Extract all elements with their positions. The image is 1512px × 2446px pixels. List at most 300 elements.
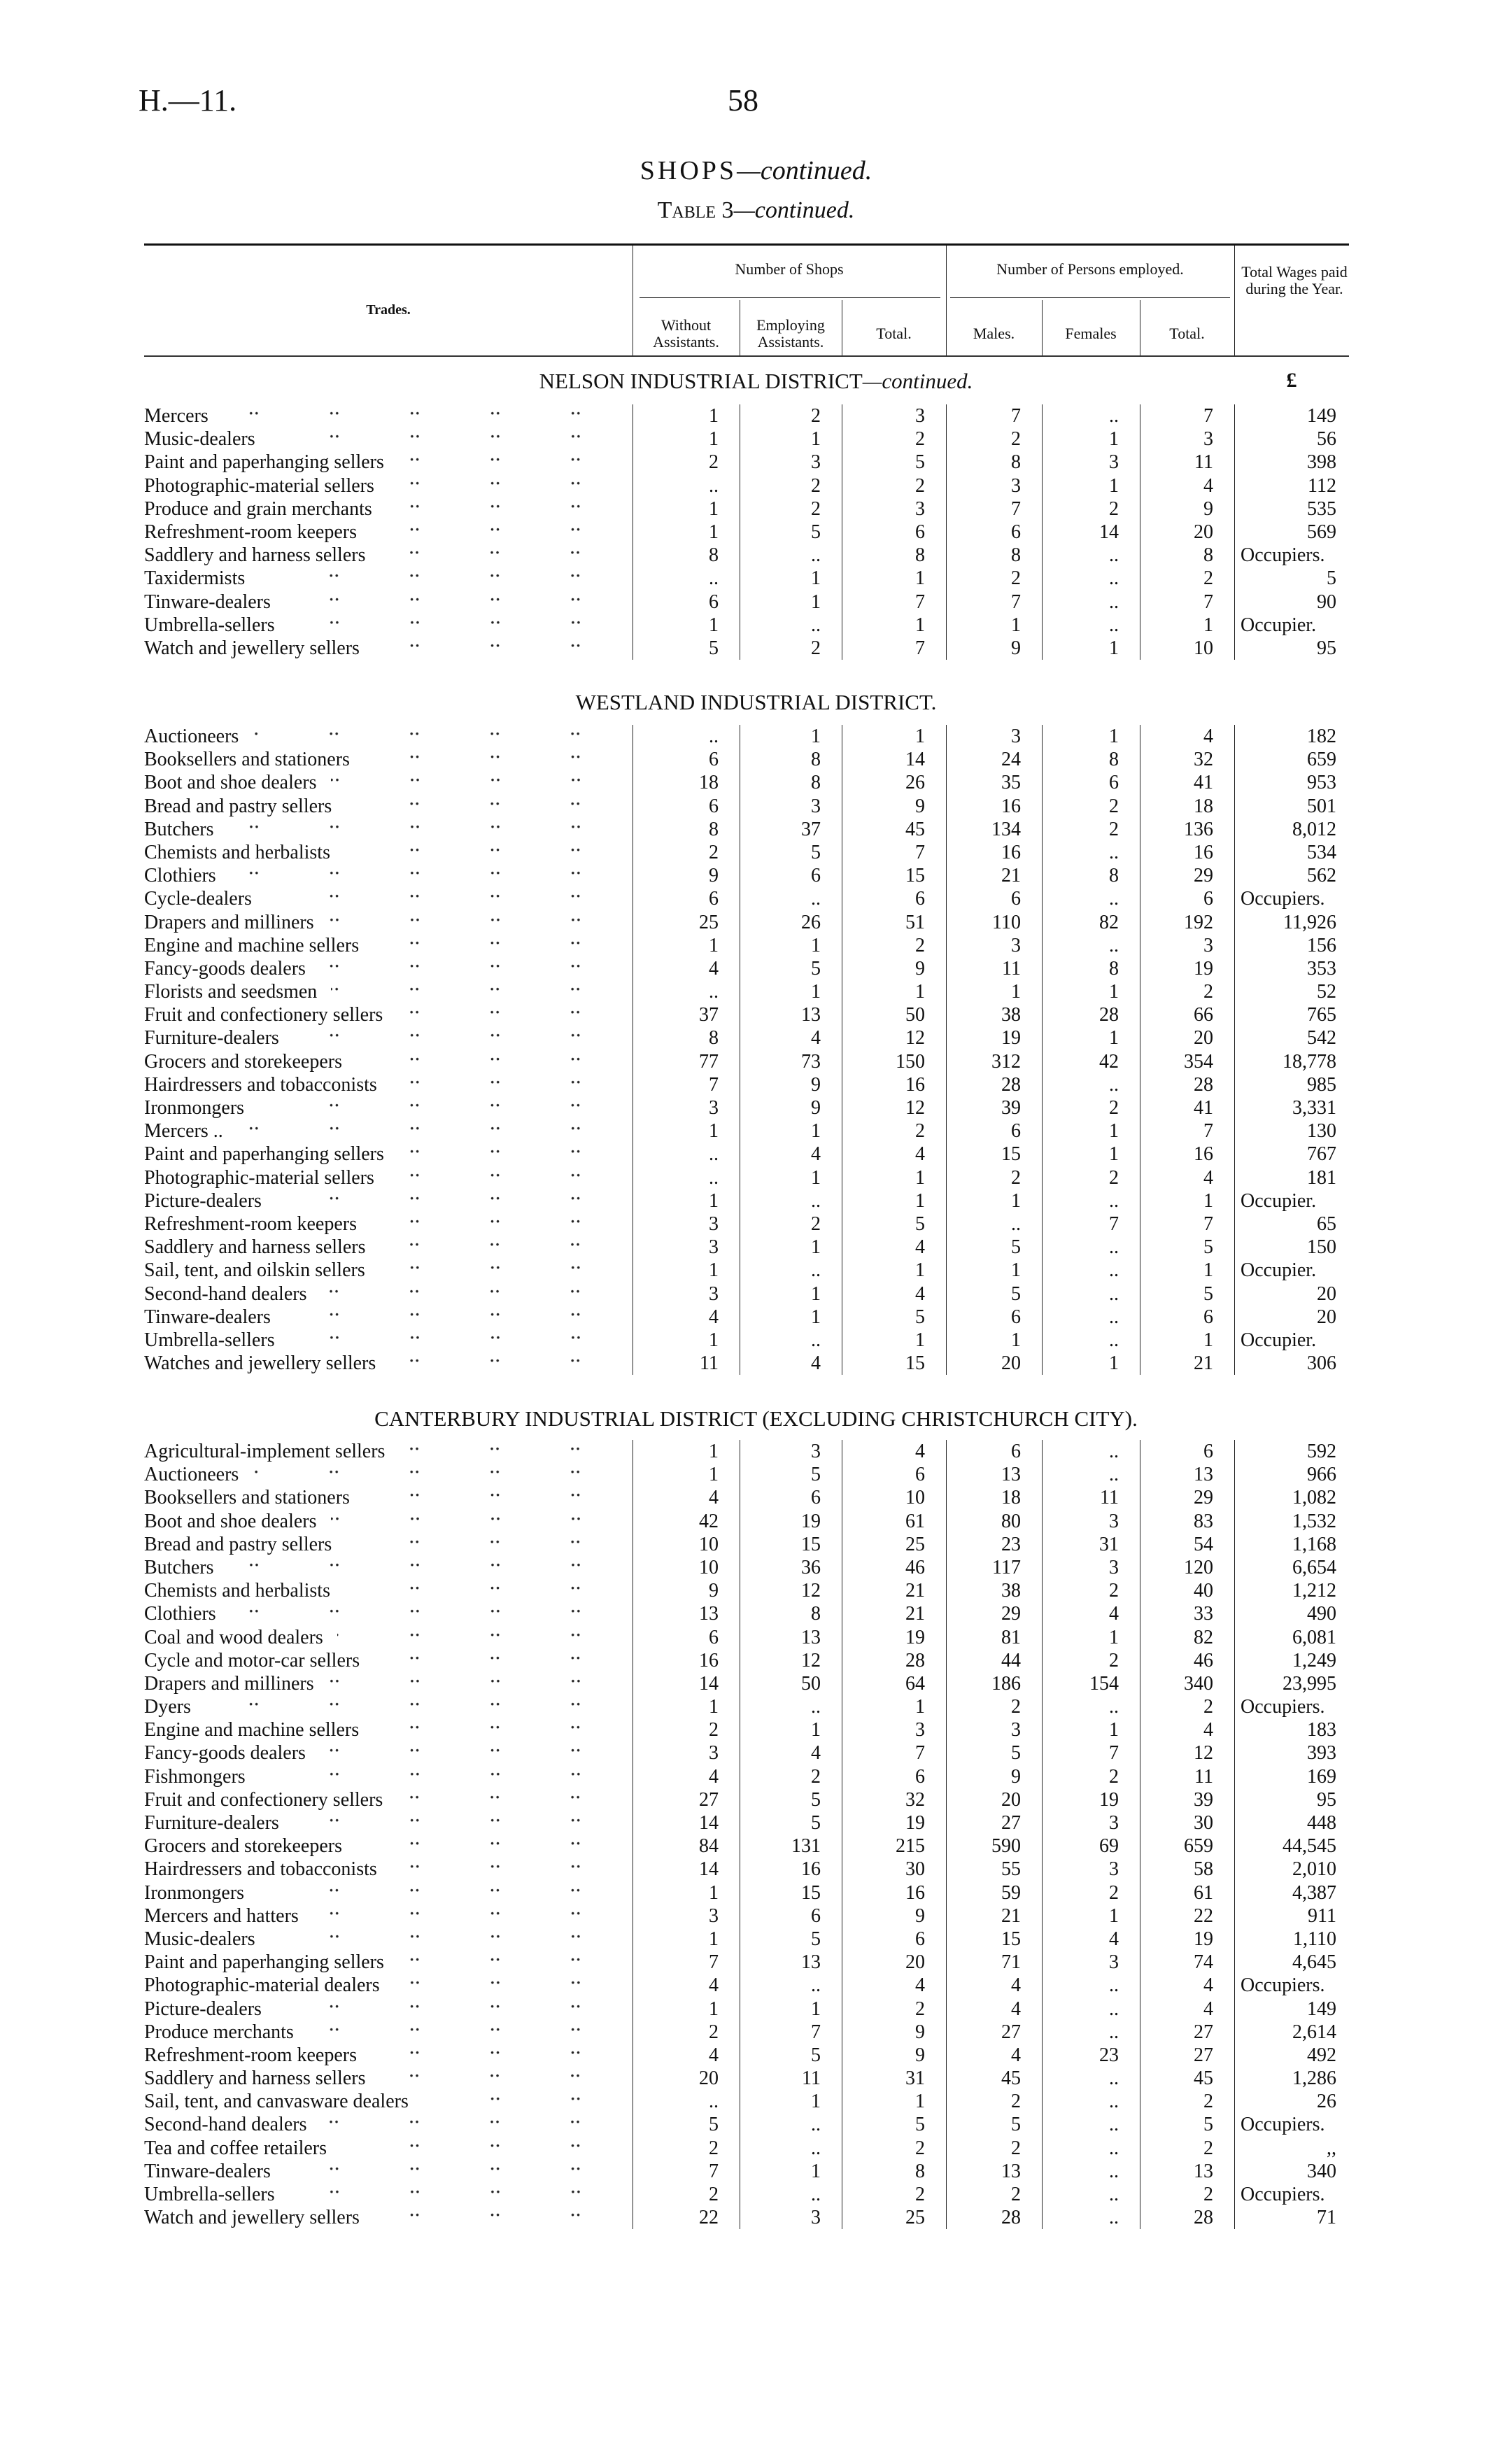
without-assistants-cell: 14 [633, 1858, 740, 1881]
table-row [144, 544, 1349, 567]
trade-cell [144, 1695, 633, 1718]
shops-total-cell: 51 [842, 911, 946, 934]
trade-name: Grocers and storekeepers [144, 1835, 342, 1858]
females-cell: 2 [1042, 1096, 1140, 1119]
persons-total-cell: 41 [1140, 1096, 1234, 1119]
trade-name: Fruit and confectionery sellers [144, 1788, 383, 1811]
shops-total-cell: 1 [842, 1329, 946, 1352]
females-cell: 7 [1042, 1213, 1140, 1236]
trade-name: Engine and machine sellers [144, 1719, 360, 1741]
males-cell: 7 [946, 497, 1042, 521]
total-wages-cell: 183 [1234, 1718, 1349, 1741]
trade-name: Dyers [144, 1696, 191, 1718]
without-assistants-cell: 9 [633, 864, 740, 887]
males-cell: .. [946, 1213, 1042, 1236]
without-assistants-cell: 2 [633, 2021, 740, 2044]
total-wages-cell: 985 [1234, 1073, 1349, 1096]
trade-name: Paint and paperhanging sellers [144, 451, 384, 474]
table-row [144, 521, 1349, 544]
leader-dots [356, 1835, 633, 1858]
shops-total-cell: 16 [842, 1881, 946, 1904]
leader-dots [374, 637, 633, 660]
trade-cell [144, 637, 633, 660]
leader-dots [379, 544, 633, 567]
section-title-text: WESTLAND INDUSTRIAL DISTRICT. [575, 690, 937, 714]
trade-name: Refreshment-room keepers [144, 1213, 357, 1235]
without-assistants-cell: 3 [633, 1236, 740, 1259]
trade-cell [144, 2021, 633, 2044]
total-wages-cell: 2,614 [1234, 2021, 1349, 2044]
females-cell: .. [1042, 887, 1140, 910]
males-cell: 2 [946, 2090, 1042, 2113]
table-row [144, 1881, 1349, 1904]
males-cell: 9 [946, 637, 1042, 660]
without-assistants-cell: 9 [633, 1579, 740, 1602]
total-wages-cell: 11,926 [1234, 911, 1349, 934]
shops-total-cell: 6 [842, 887, 946, 910]
leader-dots [423, 2090, 633, 2113]
males-cell: 44 [946, 1649, 1042, 1672]
males-cell: 6 [946, 887, 1042, 910]
males-cell: 6 [946, 1306, 1042, 1329]
employing-assistants-cell: 1 [740, 1166, 842, 1189]
employing-assistants-cell: 5 [740, 2044, 842, 2067]
trade-cell [144, 1440, 633, 1463]
employing-assistants-cell: 1 [740, 1236, 842, 1259]
section-rows [144, 725, 1349, 1375]
shops-total-cell: 7 [842, 841, 946, 864]
employing-assistants-cell: 1 [740, 725, 842, 748]
shops-total-cell: 1 [842, 567, 946, 590]
document-reference: H.—11. [139, 83, 237, 118]
persons-total-cell: 58 [1140, 1858, 1234, 1881]
leader-dots [253, 1463, 633, 1486]
trade-name: Produce merchants [144, 2021, 294, 2043]
total-wages-cell: Occupiers. [1234, 544, 1349, 567]
without-assistants-cell: 2 [633, 841, 740, 864]
without-assistants-cell: 1 [633, 404, 740, 427]
without-assistants-cell: 84 [633, 1835, 740, 1858]
employing-assistants-cell: .. [740, 2137, 842, 2160]
shops-total-cell: 10 [842, 1486, 946, 1509]
persons-total-cell: 2 [1140, 2090, 1234, 2113]
females-cell: .. [1042, 404, 1140, 427]
employing-assistants-cell: 50 [740, 1672, 842, 1695]
trade-cell [144, 2113, 633, 2136]
leader-dots [331, 771, 633, 794]
page-number: 58 [728, 83, 758, 118]
trade-cell [144, 2067, 633, 2090]
without-assistants-cell: 1 [633, 1463, 740, 1486]
total-wages-cell: 4,387 [1234, 1881, 1349, 1904]
trade-name: Mercers [144, 405, 209, 427]
table-row [144, 451, 1349, 474]
females-cell: .. [1042, 567, 1140, 590]
trade-name: Umbrella-sellers [144, 614, 275, 636]
persons-total-cell: 27 [1140, 2021, 1234, 2044]
males-cell: 3 [946, 474, 1042, 497]
header-females: Females [1065, 325, 1117, 342]
table-row [144, 1788, 1349, 1811]
table-row [144, 1695, 1349, 1718]
females-cell: .. [1042, 1463, 1140, 1486]
females-cell: 11 [1042, 1486, 1140, 1509]
trade-name: Music-dealers [144, 1928, 255, 1950]
trade-cell [144, 1486, 633, 1509]
employing-assistants-cell: 1 [740, 591, 842, 614]
shops-total-cell: 21 [842, 1602, 946, 1625]
table-suffix: —continued. [733, 197, 855, 223]
persons-total-cell: 8 [1140, 544, 1234, 567]
leader-dots [394, 1974, 633, 1997]
trade-name: Fancy-goods dealers [144, 957, 306, 980]
without-assistants-cell: 10 [633, 1533, 740, 1556]
header-divider [950, 297, 1230, 298]
total-wages-cell: 535 [1234, 497, 1349, 521]
total-wages-cell: 393 [1234, 1741, 1349, 1765]
without-assistants-cell: 14 [633, 1672, 740, 1695]
persons-total-cell: 4 [1140, 1974, 1234, 1997]
shops-total-cell: 16 [842, 1073, 946, 1096]
trade-cell [144, 748, 633, 771]
leader-dots [269, 1928, 633, 1951]
trade-name: Chemists and herbalists [144, 1580, 330, 1602]
without-assistants-cell: .. [633, 567, 740, 590]
females-cell: 3 [1042, 1811, 1140, 1835]
trade-name: Cycle-dealers [144, 888, 252, 910]
table-row [144, 1672, 1349, 1695]
females-cell: .. [1042, 1695, 1140, 1718]
males-cell: 16 [946, 841, 1042, 864]
trade-cell [144, 1556, 633, 1579]
without-assistants-cell: 6 [633, 591, 740, 614]
males-cell: 13 [946, 2160, 1042, 2183]
table-row [144, 637, 1349, 660]
without-assistants-cell: .. [633, 980, 740, 1003]
shops-total-cell: 5 [842, 451, 946, 474]
employing-assistants-cell: 1 [740, 1998, 842, 2021]
header-total-wages: Total Wages paid during the Year. [1241, 263, 1348, 297]
total-wages-cell: 490 [1234, 1602, 1349, 1625]
table-row [144, 1329, 1349, 1352]
trade-name: Hairdressers and tobacconists [144, 1858, 377, 1881]
trade-name: Saddlery and harness sellers [144, 544, 366, 567]
trade-name: Picture-dealers [144, 1998, 262, 2020]
leader-dots [276, 1998, 633, 2021]
persons-total-cell: 6 [1140, 1440, 1234, 1463]
without-assistants-cell: 2 [633, 1718, 740, 1741]
table-row [144, 1718, 1349, 1741]
without-assistants-cell: 6 [633, 1626, 740, 1649]
trade-cell [144, 934, 633, 957]
shops-total-cell: 215 [842, 1835, 946, 1858]
total-wages-cell: ,, [1234, 2137, 1349, 2160]
trade-cell [144, 1788, 633, 1811]
trade-cell [144, 427, 633, 451]
males-cell: 7 [946, 591, 1042, 614]
trade-name: Umbrella-sellers [144, 2184, 275, 2205]
persons-total-cell: 7 [1140, 404, 1234, 427]
without-assistants-cell: 1 [633, 614, 740, 637]
shops-total-cell: 2 [842, 2183, 946, 2206]
without-assistants-cell: 1 [633, 1440, 740, 1463]
trade-cell [144, 1050, 633, 1073]
employing-assistants-cell: 15 [740, 1881, 842, 1904]
without-assistants-cell: 4 [633, 1974, 740, 1997]
females-cell: .. [1042, 1440, 1140, 1463]
trade-cell [144, 1352, 633, 1375]
males-cell: 134 [946, 818, 1042, 841]
total-wages-cell: 6,081 [1234, 1626, 1349, 1649]
trade-name: Watch and jewellery sellers [144, 2207, 360, 2229]
persons-total-cell: 22 [1140, 1904, 1234, 1928]
females-cell: 2 [1042, 795, 1140, 818]
males-cell: 3 [946, 1718, 1042, 1741]
without-assistants-cell: 4 [633, 2044, 740, 2067]
males-cell: 2 [946, 427, 1042, 451]
trade-cell [144, 887, 633, 910]
total-wages-cell: 71 [1234, 2206, 1349, 2229]
shops-total-cell: 12 [842, 1026, 946, 1049]
employing-assistants-cell: 3 [740, 1440, 842, 1463]
trade-name: Grocers and storekeepers [144, 1050, 342, 1073]
males-cell: 29 [946, 1602, 1042, 1625]
shops-total-cell: 46 [842, 1556, 946, 1579]
table-row [144, 427, 1349, 451]
persons-total-cell: 13 [1140, 1463, 1234, 1486]
persons-total-cell: 83 [1140, 1510, 1234, 1533]
shops-total-cell: 1 [842, 1695, 946, 1718]
males-cell: 24 [946, 748, 1042, 771]
total-wages-cell: 765 [1234, 1003, 1349, 1026]
header-without-assistants: Without Assistants. [653, 316, 719, 351]
page-title [0, 155, 1512, 186]
persons-total-cell: 21 [1140, 1352, 1234, 1375]
table-row [144, 1282, 1349, 1306]
leader-dots [379, 2067, 633, 2090]
persons-total-cell: 5 [1140, 1236, 1234, 1259]
total-wages-cell: 953 [1234, 771, 1349, 794]
persons-total-cell: 10 [1140, 637, 1234, 660]
table-row [144, 1463, 1349, 1486]
males-cell: 1 [946, 980, 1042, 1003]
total-wages-cell: Occupier. [1234, 1329, 1349, 1352]
employing-assistants-cell: .. [740, 1695, 842, 1718]
females-cell: .. [1042, 2113, 1140, 2136]
trade-cell [144, 1166, 633, 1189]
trade-cell [144, 771, 633, 794]
trade-cell [144, 1533, 633, 1556]
employing-assistants-cell: 3 [740, 451, 842, 474]
trade-name: Butchers [144, 818, 214, 840]
females-cell: 8 [1042, 957, 1140, 980]
males-cell: 13 [946, 1463, 1042, 1486]
males-cell: 4 [946, 1974, 1042, 1997]
without-assistants-cell: 14 [633, 1811, 740, 1835]
shops-total-cell: 45 [842, 818, 946, 841]
shops-total-cell: 31 [842, 2067, 946, 2090]
employing-assistants-cell: 8 [740, 771, 842, 794]
employing-assistants-cell: 1 [740, 2090, 842, 2113]
females-cell: 69 [1042, 1835, 1140, 1858]
trade-name: Auctioneers [144, 1464, 239, 1486]
shops-total-cell: 6 [842, 1765, 946, 1788]
females-cell: 14 [1042, 521, 1140, 544]
without-assistants-cell: 8 [633, 818, 740, 841]
trade-name: Mercers .. [144, 1120, 223, 1143]
males-cell: 27 [946, 1811, 1042, 1835]
leader-dots [398, 1143, 633, 1166]
trade-name: Second-hand dealers [144, 1282, 307, 1305]
females-cell: 4 [1042, 1602, 1140, 1625]
header-divider [1234, 246, 1235, 355]
employing-assistants-cell: 73 [740, 1050, 842, 1073]
trade-cell [144, 591, 633, 614]
persons-total-cell: 45 [1140, 2067, 1234, 2090]
trade-name: Refreshment-room keepers [144, 2044, 357, 2066]
without-assistants-cell: 18 [633, 771, 740, 794]
employing-assistants-cell: 4 [740, 1026, 842, 1049]
employing-assistants-cell: 1 [740, 980, 842, 1003]
males-cell: 45 [946, 2067, 1042, 2090]
females-cell: 3 [1042, 1510, 1140, 1533]
persons-total-cell: 16 [1140, 1143, 1234, 1166]
total-wages-cell: 150 [1234, 1236, 1349, 1259]
persons-total-cell: 2 [1140, 2137, 1234, 2160]
leader-dots [259, 567, 633, 590]
table-row [144, 567, 1349, 590]
table-row [144, 887, 1349, 910]
leader-dots [285, 2160, 633, 2183]
persons-total-cell: 74 [1140, 1951, 1234, 1974]
leader-dots [253, 725, 633, 748]
persons-total-cell: 4 [1140, 1998, 1234, 2021]
without-assistants-cell: 7 [633, 2160, 740, 2183]
without-assistants-cell: 7 [633, 1951, 740, 1974]
trade-name: Bread and pastry sellers [144, 1533, 332, 1555]
leader-dots [269, 427, 633, 451]
leader-dots [293, 1026, 633, 1049]
total-wages-cell: 65 [1234, 1213, 1349, 1236]
trade-cell [144, 1998, 633, 2021]
trade-name: Ironmongers [144, 1097, 245, 1119]
leader-dots [364, 1486, 633, 1509]
males-cell: 81 [946, 1626, 1042, 1649]
without-assistants-cell: 4 [633, 1765, 740, 1788]
employing-assistants-cell: 2 [740, 1765, 842, 1788]
males-cell: 71 [946, 1951, 1042, 1974]
without-assistants-cell: 1 [633, 1119, 740, 1143]
total-wages-cell: 95 [1234, 1788, 1349, 1811]
males-cell: 2 [946, 2137, 1042, 2160]
total-wages-cell: 542 [1234, 1026, 1349, 1049]
without-assistants-cell: .. [633, 1166, 740, 1189]
persons-total-cell: 32 [1140, 748, 1234, 771]
table-row [144, 864, 1349, 887]
total-wages-cell: 20 [1234, 1282, 1349, 1306]
total-wages-cell: 6,654 [1234, 1556, 1349, 1579]
trade-name: Booksellers and stationers [144, 1487, 350, 1509]
shops-total-cell: 26 [842, 771, 946, 794]
trade-cell [144, 1741, 633, 1765]
without-assistants-cell: .. [633, 474, 740, 497]
employing-assistants-cell: 15 [740, 1533, 842, 1556]
employing-assistants-cell: 11 [740, 2067, 842, 2090]
table-row [144, 404, 1349, 427]
total-wages-cell: 448 [1234, 1811, 1349, 1835]
shops-total-cell: 2 [842, 474, 946, 497]
without-assistants-cell: 1 [633, 1259, 740, 1282]
table-row [144, 2137, 1349, 2160]
employing-assistants-cell: 1 [740, 567, 842, 590]
leader-dots [371, 1213, 633, 1236]
trade-cell [144, 795, 633, 818]
currency-symbol: £ [1286, 369, 1297, 392]
table-row [144, 1486, 1349, 1509]
table-row [144, 1741, 1349, 1765]
table-row [144, 980, 1349, 1003]
total-wages-cell: 5 [1234, 567, 1349, 590]
header-persons-total: Total. [1169, 325, 1205, 342]
persons-total-cell: 7 [1140, 1213, 1234, 1236]
leader-dots [228, 1556, 633, 1579]
employing-assistants-cell: 4 [740, 1143, 842, 1166]
total-wages-cell: 4,645 [1234, 1951, 1349, 1974]
leader-dots [228, 818, 633, 841]
shops-total-cell: 1 [842, 2090, 946, 2113]
trade-name: Paint and paperhanging sellers [144, 1143, 384, 1166]
total-wages-cell: 1,212 [1234, 1579, 1349, 1602]
table-row [144, 795, 1349, 818]
males-cell: 5 [946, 1741, 1042, 1765]
shops-total-cell: 4 [842, 1143, 946, 1166]
shops-total-cell: 5 [842, 1213, 946, 1236]
total-wages-cell: 20 [1234, 1306, 1349, 1329]
trade-name: Tea and coffee retailers [144, 2137, 327, 2159]
table-row [144, 911, 1349, 934]
leader-dots [386, 497, 633, 521]
shops-total-cell: 20 [842, 1951, 946, 1974]
shops-total-cell: 6 [842, 1928, 946, 1951]
total-wages-cell: 181 [1234, 1166, 1349, 1189]
leader-dots [391, 1858, 633, 1881]
shops-total-cell: 1 [842, 980, 946, 1003]
females-cell: 3 [1042, 451, 1140, 474]
table-header [144, 243, 1349, 357]
males-cell: 3 [946, 934, 1042, 957]
males-cell: 18 [946, 1486, 1042, 1509]
females-cell: 1 [1042, 980, 1140, 1003]
without-assistants-cell: 1 [633, 1881, 740, 1904]
header-number-of-shops: Number of Shops [735, 260, 844, 278]
employing-assistants-cell: .. [740, 614, 842, 637]
table-row [144, 841, 1349, 864]
persons-total-cell: 2 [1140, 2183, 1234, 2206]
persons-total-cell: 33 [1140, 1602, 1234, 1625]
table-row [144, 957, 1349, 980]
persons-total-cell: 13 [1140, 2160, 1234, 2183]
table-row [144, 1858, 1349, 1881]
persons-total-cell: 30 [1140, 1811, 1234, 1835]
leader-dots [379, 1236, 633, 1259]
employing-assistants-cell: 12 [740, 1649, 842, 1672]
without-assistants-cell: 13 [633, 1602, 740, 1625]
females-cell: 2 [1042, 1765, 1140, 1788]
males-cell: 55 [946, 1858, 1042, 1881]
trade-name: Paint and paperhanging sellers [144, 1951, 384, 1974]
females-cell: .. [1042, 1282, 1140, 1306]
trade-name: Cycle and motor-car sellers [144, 1649, 360, 1671]
